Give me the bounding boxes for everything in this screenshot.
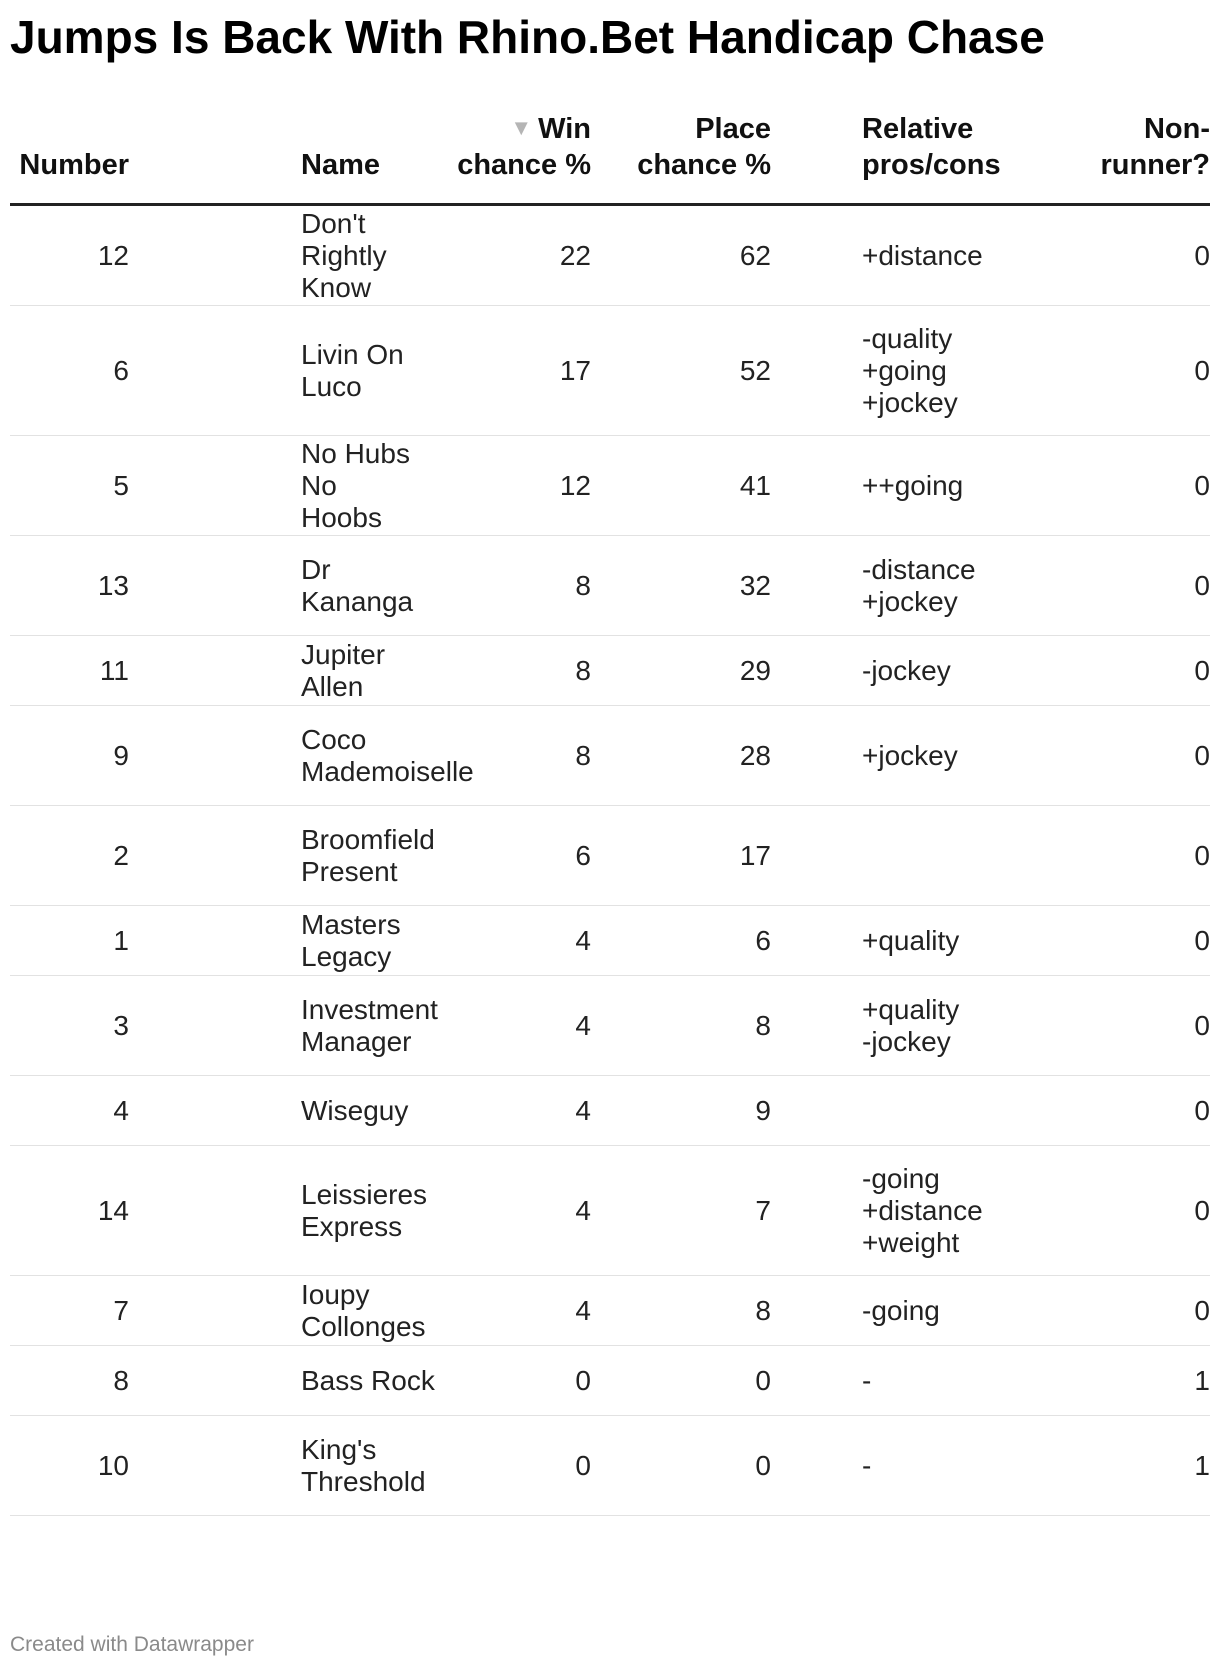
table-row	[10, 1276, 1210, 1346]
cell-relative-pros-cons	[798, 536, 1070, 636]
cell-win-chance: 4	[438, 906, 615, 976]
cell-relative-line: +distance	[862, 1194, 983, 1226]
table-row	[10, 906, 1210, 976]
cell-name-line: No Hubs No	[301, 437, 410, 501]
cell-name-line: Livin On Luco	[301, 338, 404, 402]
cell-number: 5	[10, 436, 183, 536]
cell-name	[183, 636, 438, 706]
cell-number: 8	[10, 1346, 183, 1416]
cell-name-line: Express	[301, 1210, 403, 1242]
cell-place-chance: 41	[615, 436, 798, 536]
cell-relative-line: -going	[862, 1162, 940, 1194]
cell-name	[183, 1346, 438, 1416]
cell-relative-line: +quality	[862, 924, 960, 956]
cell-name-line: Dr Kananga	[301, 553, 414, 617]
cell-relative-line: -jockey	[862, 654, 951, 686]
column-header-relative-label-2: pros/cons	[862, 149, 1001, 181]
sort-descending-icon: ▼	[510, 115, 533, 140]
cell-non-runner: 0	[1070, 205, 1210, 306]
cell-relative-pros-cons	[798, 906, 1070, 976]
cell-name-line: Bass Rock	[301, 1364, 435, 1396]
cell-place-chance: 32	[615, 536, 798, 636]
cell-relative-line: -jockey	[862, 1025, 951, 1057]
cell-name-line: Don't Rightly	[301, 207, 387, 271]
cell-name-line: Ioupy Collonges	[301, 1278, 426, 1342]
cell-win-chance: 17	[438, 306, 615, 436]
cell-place-chance: 8	[615, 976, 798, 1076]
cell-number: 12	[10, 205, 183, 306]
cell-name	[183, 1146, 438, 1276]
cell-relative-pros-cons	[798, 205, 1070, 306]
cell-name-line: Wiseguy	[301, 1094, 409, 1126]
table-row	[10, 436, 1210, 536]
cell-number: 4	[10, 1076, 183, 1146]
cell-non-runner: 0	[1070, 906, 1210, 976]
cell-relative-line: +quality	[862, 993, 960, 1025]
runners-table	[10, 110, 1210, 1516]
cell-name-line: Coco	[301, 723, 367, 755]
cell-number: 10	[10, 1416, 183, 1516]
cell-non-runner: 0	[1070, 1276, 1210, 1346]
cell-non-runner: 0	[1070, 306, 1210, 436]
cell-place-chance: 6	[615, 906, 798, 976]
cell-non-runner: 0	[1070, 706, 1210, 806]
table-row	[10, 706, 1210, 806]
table-body	[10, 205, 1210, 1516]
cell-place-chance: 0	[615, 1346, 798, 1416]
cell-relative-pros-cons	[798, 436, 1070, 536]
column-header-place-label-1: Place	[695, 113, 771, 145]
table-row	[10, 1346, 1210, 1416]
column-header-place-label-2: chance %	[637, 149, 771, 181]
cell-relative-pros-cons	[798, 806, 1070, 906]
column-header-number-label: Number	[19, 149, 129, 181]
cell-name	[183, 536, 438, 636]
cell-number: 1	[10, 906, 183, 976]
cell-non-runner: 0	[1070, 436, 1210, 536]
cell-win-chance: 22	[438, 205, 615, 306]
cell-relative-pros-cons	[798, 1276, 1070, 1346]
cell-relative-line: +going	[862, 354, 947, 386]
table-row	[10, 636, 1210, 706]
cell-relative-line: +weight	[862, 1226, 960, 1258]
column-header-name[interactable]	[183, 110, 438, 205]
table-row	[10, 1416, 1210, 1516]
cell-relative-pros-cons	[798, 636, 1070, 706]
cell-win-chance: 4	[438, 1276, 615, 1346]
column-header-place-chance[interactable]	[615, 110, 798, 205]
datawrapper-credit: Created with Datawrapper	[10, 1633, 254, 1656]
cell-relative-line: +jockey	[862, 739, 958, 771]
column-header-relative-pros-cons[interactable]	[798, 110, 1070, 205]
table-row	[10, 976, 1210, 1076]
cell-name-line: Masters Legacy	[301, 908, 401, 972]
cell-relative-pros-cons	[798, 1076, 1070, 1146]
cell-name	[183, 906, 438, 976]
cell-win-chance: 8	[438, 536, 615, 636]
cell-name-line: Hoobs	[301, 501, 382, 533]
cell-name	[183, 1076, 438, 1146]
cell-place-chance: 62	[615, 205, 798, 306]
cell-name-line: Investment	[301, 993, 438, 1025]
cell-number: 3	[10, 976, 183, 1076]
cell-non-runner: 0	[1070, 536, 1210, 636]
cell-name-line: Jupiter Allen	[301, 638, 386, 702]
column-header-non-runner[interactable]	[1070, 110, 1210, 205]
cell-name-line: Leissieres	[301, 1178, 428, 1210]
cell-name	[183, 306, 438, 436]
cell-relative-pros-cons	[798, 706, 1070, 806]
cell-non-runner: 0	[1070, 636, 1210, 706]
cell-win-chance: 0	[438, 1346, 615, 1416]
cell-relative-line: -distance	[862, 553, 976, 585]
cell-number: 2	[10, 806, 183, 906]
cell-number: 7	[10, 1276, 183, 1346]
cell-name-line: Manager	[301, 1025, 412, 1057]
cell-name	[183, 706, 474, 806]
cell-place-chance: 7	[615, 1146, 798, 1276]
cell-relative-pros-cons	[798, 306, 1070, 436]
cell-relative-line: -quality	[862, 322, 953, 354]
column-header-number[interactable]	[10, 110, 183, 205]
table-row	[10, 1076, 1210, 1146]
table-header-row	[10, 110, 1210, 205]
cell-relative-pros-cons	[798, 1146, 1070, 1276]
cell-name-line: Mademoiselle	[301, 755, 474, 787]
cell-place-chance: 28	[615, 706, 798, 806]
column-header-win-label-2: chance %	[457, 149, 591, 181]
cell-win-chance: 4	[438, 1076, 615, 1146]
cell-name	[183, 436, 438, 536]
cell-non-runner: 1	[1070, 1346, 1210, 1416]
cell-relative-line: +jockey	[862, 386, 958, 418]
cell-win-chance: 6	[438, 806, 615, 906]
cell-non-runner: 0	[1070, 1146, 1210, 1276]
cell-non-runner: 0	[1070, 1076, 1210, 1146]
column-header-win-chance[interactable]	[438, 110, 615, 205]
cell-place-chance: 0	[615, 1416, 798, 1516]
column-header-relative-label-1: Relative	[862, 113, 974, 145]
table-row	[10, 205, 1210, 306]
column-header-nonrunner-label-1: Non-	[1143, 113, 1210, 145]
cell-name-line: Broomfield	[301, 823, 435, 855]
cell-relative-line: +distance	[862, 239, 983, 271]
cell-non-runner: 0	[1070, 806, 1210, 906]
cell-place-chance: 9	[615, 1076, 798, 1146]
column-header-win-label-1: Win	[538, 113, 591, 145]
cell-name-line: Know	[301, 271, 372, 303]
cell-name	[183, 1416, 438, 1516]
cell-name-line: Present	[301, 855, 398, 887]
cell-place-chance: 17	[615, 806, 798, 906]
cell-relative-pros-cons	[798, 1346, 1070, 1416]
cell-win-chance: 8	[438, 636, 615, 706]
cell-number: 13	[10, 536, 183, 636]
cell-name	[183, 806, 438, 906]
cell-win-chance: 4	[438, 1146, 615, 1276]
cell-number: 6	[10, 306, 183, 436]
cell-place-chance: 52	[615, 306, 798, 436]
cell-number: 9	[10, 706, 183, 806]
cell-win-chance: 12	[438, 436, 615, 536]
table-row	[10, 806, 1210, 906]
cell-relative-line: -going	[862, 1294, 940, 1326]
cell-place-chance: 8	[615, 1276, 798, 1346]
column-header-nonrunner-label-2: runner?	[1100, 149, 1210, 181]
cell-name	[183, 976, 438, 1076]
cell-win-chance: 4	[438, 976, 615, 1076]
cell-number: 14	[10, 1146, 183, 1276]
cell-relative-pros-cons	[798, 1416, 1070, 1516]
cell-relative-line: +jockey	[862, 585, 958, 617]
cell-win-chance: 8	[438, 706, 615, 806]
cell-non-runner: 1	[1070, 1416, 1210, 1516]
table-row	[10, 306, 1210, 436]
cell-relative-pros-cons	[798, 976, 1070, 1076]
table-row	[10, 536, 1210, 636]
column-header-name-label: Name	[301, 149, 380, 181]
cell-relative-line: -	[862, 1449, 872, 1481]
cell-non-runner: 0	[1070, 976, 1210, 1076]
cell-win-chance: 0	[438, 1416, 615, 1516]
table-row	[10, 1146, 1210, 1276]
cell-relative-line: ++going	[862, 469, 964, 501]
cell-name-line: Threshold	[301, 1465, 426, 1497]
cell-name-line: King's	[301, 1433, 377, 1465]
cell-number: 11	[10, 636, 183, 706]
chart-title: Jumps Is Back With Rhino.Bet Handicap Chase	[10, 11, 1045, 63]
cell-relative-line: -	[862, 1364, 872, 1396]
cell-name	[183, 1276, 438, 1346]
cell-place-chance: 29	[615, 636, 798, 706]
cell-name	[183, 205, 438, 306]
